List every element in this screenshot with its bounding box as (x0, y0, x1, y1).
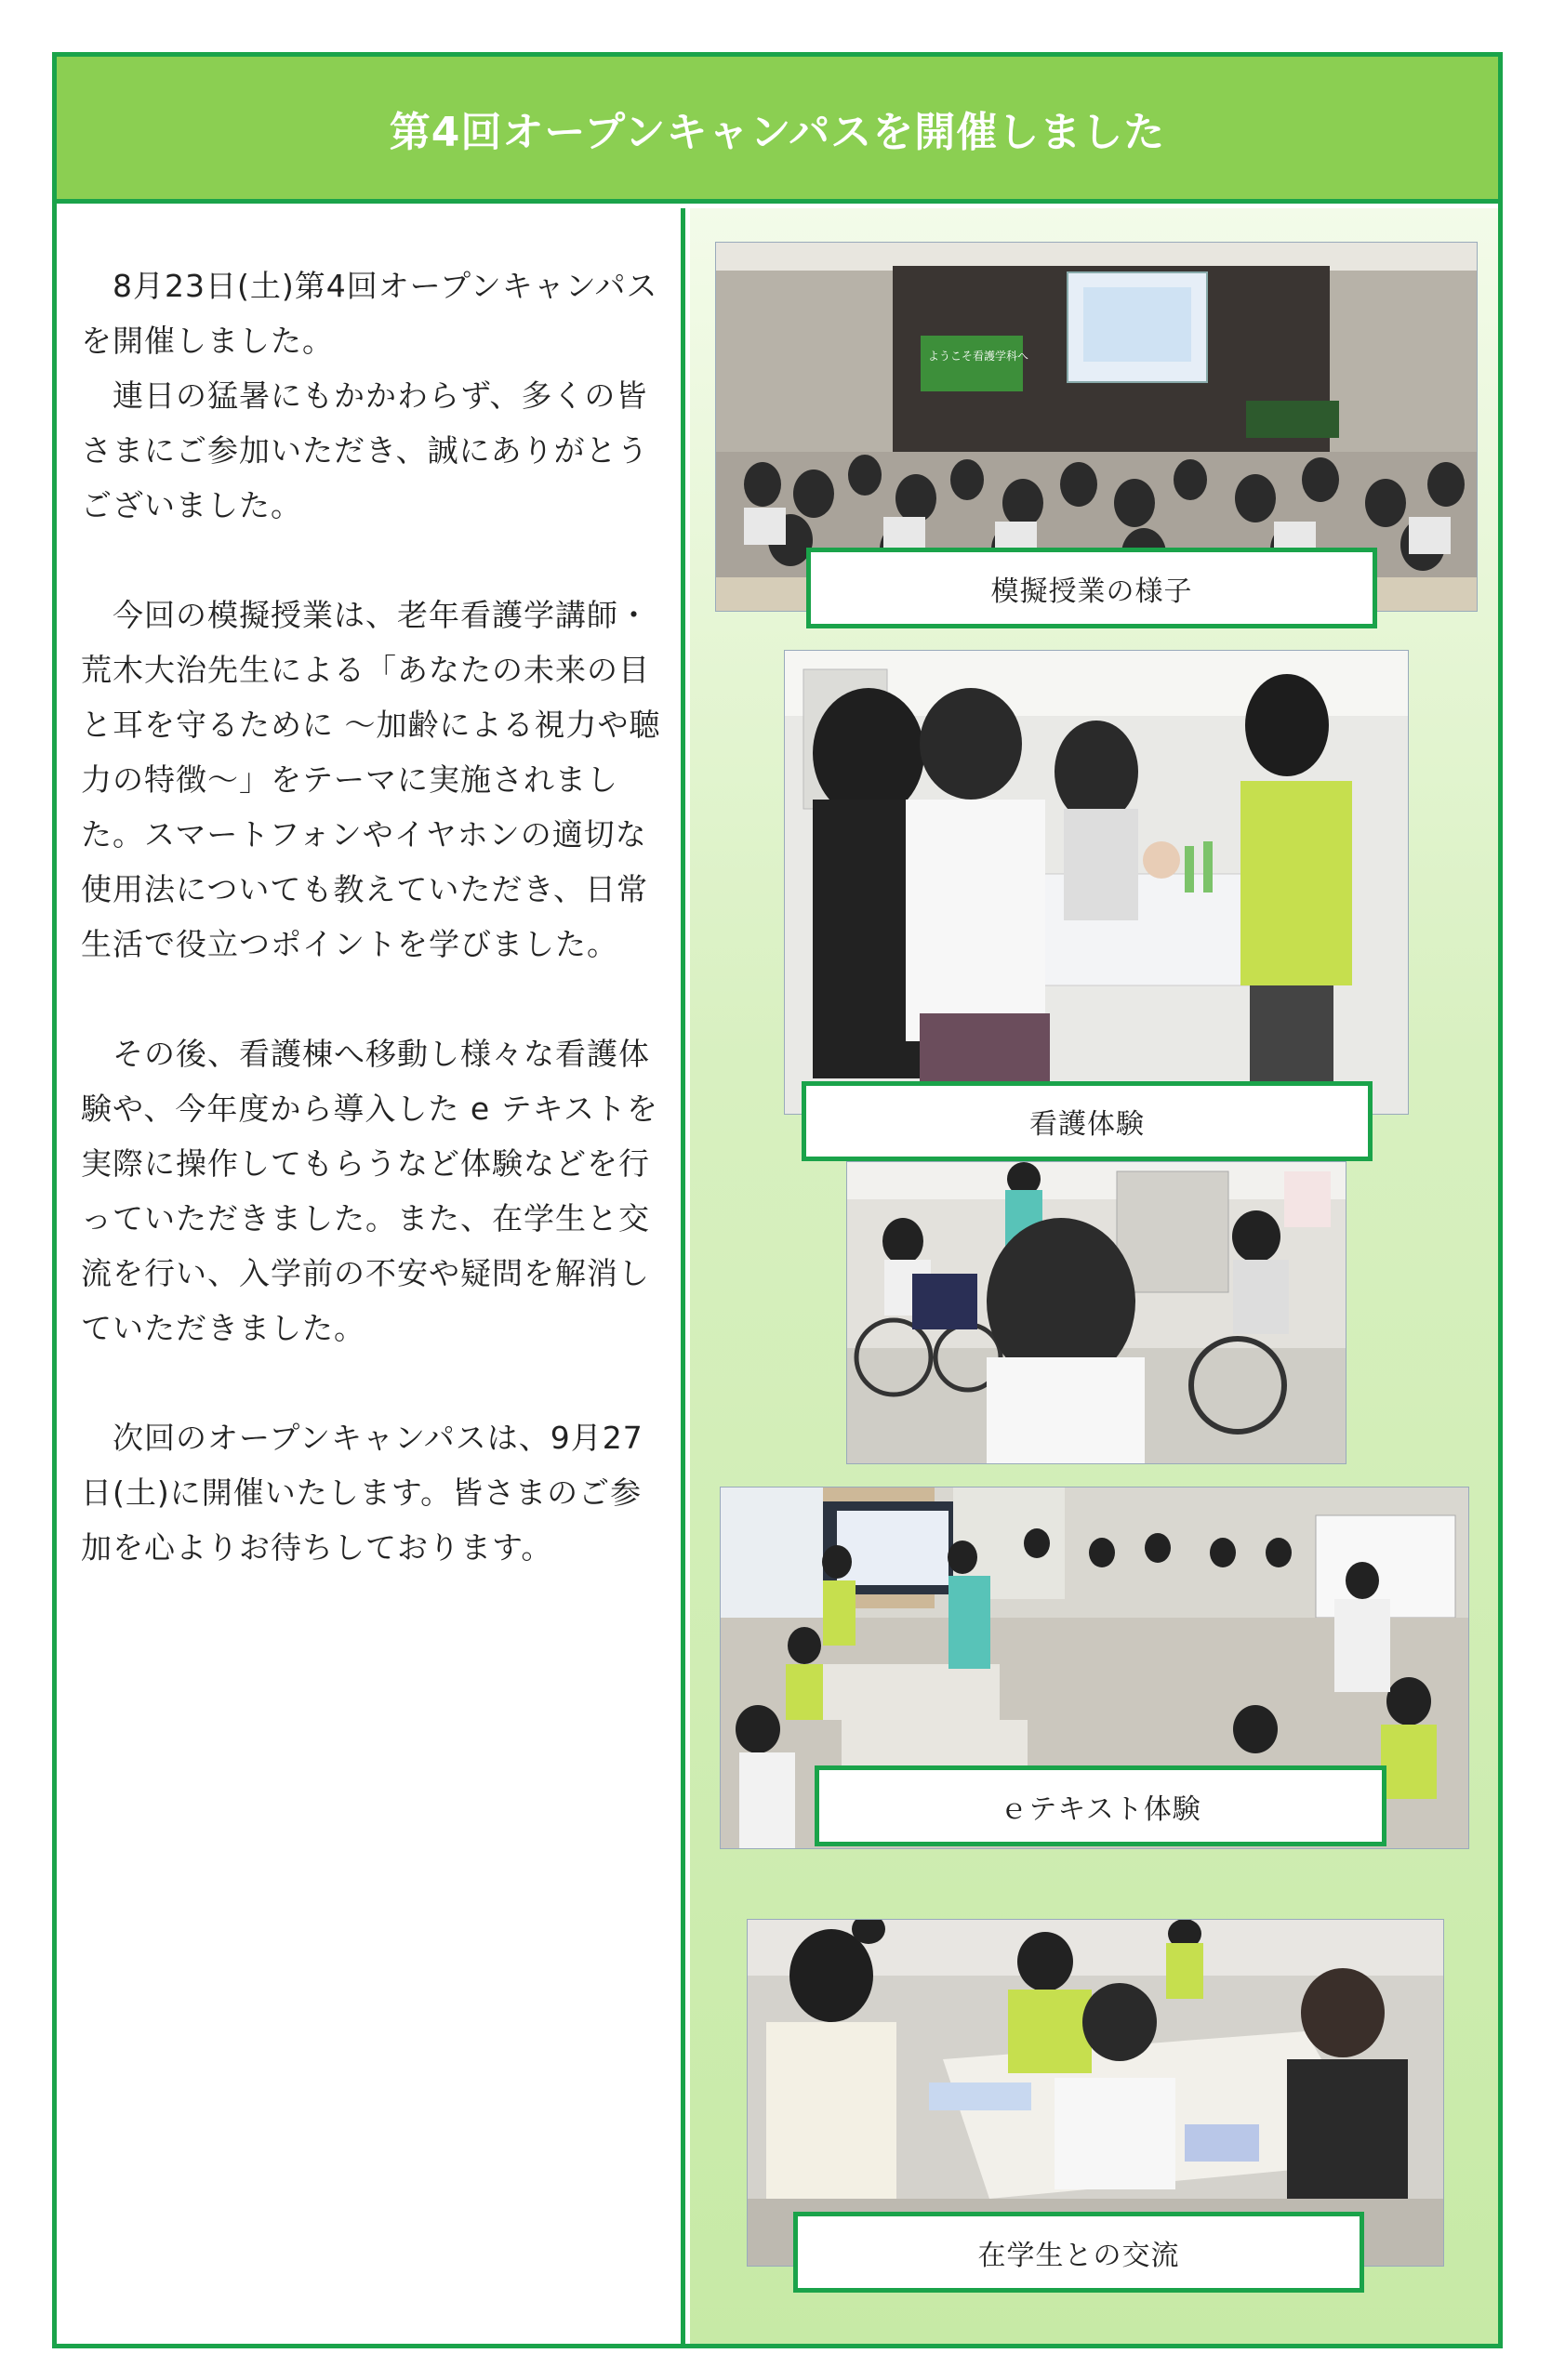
caption-mock-lecture: 模擬授業の様子 (806, 548, 1377, 628)
caption-student-exchange: 在学生との交流 (793, 2212, 1364, 2293)
page-title: 第4回オープンキャンパスを開催しました (389, 108, 1166, 156)
paragraph-next-event: 次回のオープンキャンパスは、9月27日(土)に開催いたします。皆さまのご参加を心よりお待ちしております。 (81, 1420, 643, 1566)
caption-etext: ｅテキスト体験 (815, 1765, 1386, 1846)
paragraph-gap (81, 972, 662, 1026)
paragraph-thanks: 連日の猛暑にもかかわらず、多くの皆さまにご参加いただき、誠にありがとうございました。 (81, 377, 649, 523)
article-body (81, 258, 662, 1575)
page-header (57, 57, 1498, 204)
photo-nursing-experience (784, 650, 1409, 1115)
paragraph-gap (81, 533, 662, 588)
paragraph-lecture: 今回の模擬授業は、老年看護学講師・荒木大治先生による「あなたの未来の目と耳を守るために ～加齢による視力や聴力の特徴～」をテーマに実施されました。スマートフォンやイヤホンの適切な使用法についても教えていただき、日常生活で役立つポイントを学びました。 (81, 597, 661, 962)
nursing-experience-photo (785, 651, 1408, 1114)
wheelchair-photo (847, 1162, 1346, 1463)
paragraph-gap (81, 1355, 662, 1410)
article-column (57, 208, 685, 2344)
paragraph-experience: その後、看護棟へ移動し様々な看護体験や、今年度から導入した e テキストを実際に操作してもらうなど体験などを行っていただきました。また、在学生と交流を行い、入学前の不安や疑問を解消していただきました。 (81, 1036, 658, 1346)
paragraph-intro: 8月23日(土)第4回オープンキャンパスを開催しました。 (81, 268, 658, 359)
photo-wheelchair (846, 1161, 1346, 1464)
welcome-banner-text: ようこそ看護学科へ (928, 350, 1029, 363)
caption-nursing-experience: 看護体験 (802, 1081, 1373, 1161)
